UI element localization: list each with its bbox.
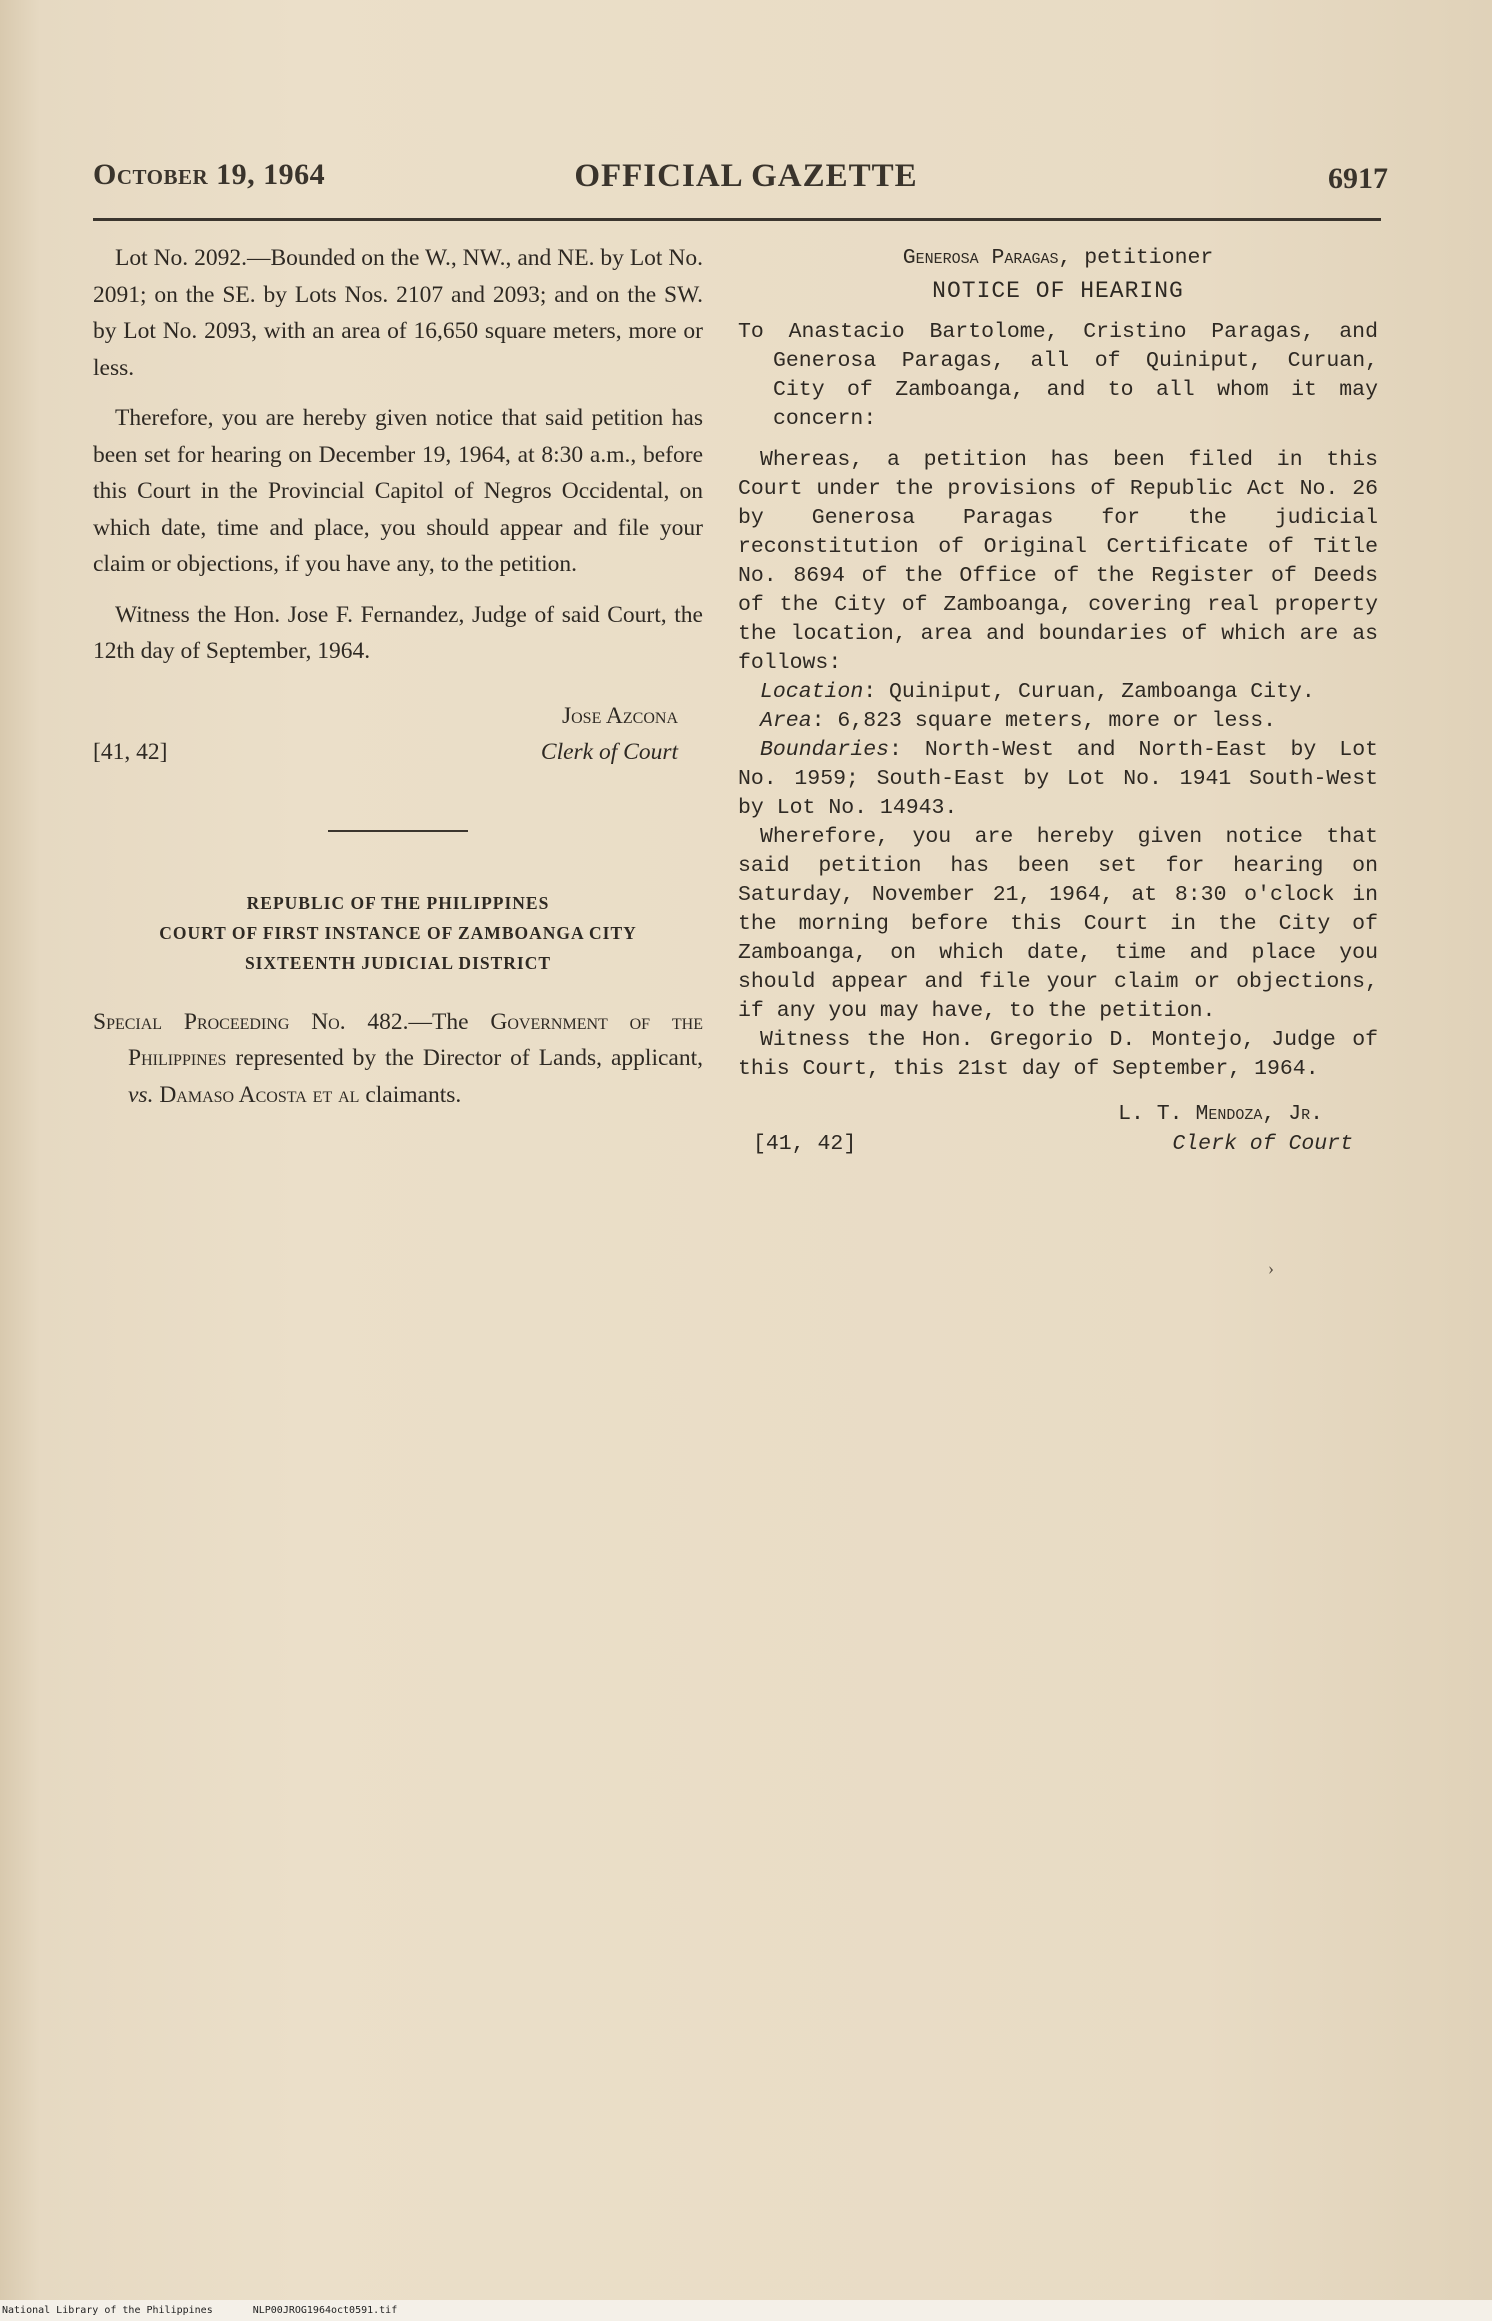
signature-title-right: Clerk of Court — [1172, 1132, 1353, 1156]
left-column — [93, 240, 703, 1127]
footer-filename: NLP00JROG1964oct0591.tif — [252, 2305, 398, 2316]
witness-paragraph-right: Witness the Hon. Gregorio D. Montejo, Judge of this Court, this 21st day of September, 1964. — [738, 1028, 1378, 1081]
petitioner-line — [738, 244, 1378, 273]
signature-block-right — [738, 1100, 1378, 1170]
issue-reference: [41, 42] — [93, 738, 168, 765]
versus: vs. — [128, 1081, 154, 1108]
boundaries-value: : North-West and North-East by Lot No. 1959; South-East by Lot No. 1941 South-West by Lot No. 14943. — [738, 738, 1378, 820]
boundaries-line — [738, 736, 1378, 823]
government-party: Government of the Philippines — [128, 1008, 703, 1071]
scan-footer — [0, 2300, 1492, 2321]
addressee-paragraph: To Anastacio Bartolome, Cristino Paragas, and Generosa Paragas, all of Quiniput, Curuan, City of Zamboanga, and to all whom it may concern: — [738, 320, 1378, 431]
signature-name: Jose Azcona — [561, 702, 678, 729]
notice-title: NOTICE OF HEARING — [932, 278, 1184, 304]
caption-text-2: claimants. — [359, 1081, 462, 1108]
caption-dash: —The — [408, 1008, 491, 1035]
location-value: : Quiniput, Curuan, Zamboanga City. — [863, 680, 1315, 704]
page-number: 6917 — [1328, 162, 1388, 195]
witness-paragraph: Witness the Hon. Jose F. Fernandez, Judge of said Court, the 12th day of September, 1964. — [93, 601, 703, 664]
signature-block — [93, 698, 703, 778]
header-rule — [93, 218, 1381, 221]
caption-text-1: represented by the Director of Lands, applicant, — [226, 1045, 703, 1071]
claimant-party: Damaso Acosta et al — [159, 1081, 360, 1108]
location-label: Location — [760, 680, 864, 704]
special-proceeding-caption — [93, 1004, 703, 1114]
footer-library: National Library of the Philippines — [2, 2305, 213, 2316]
special-proceeding-label: Special Proceeding No. 482. — [93, 1008, 409, 1035]
area-label: Area — [760, 709, 812, 733]
court-heading — [93, 888, 703, 978]
right-column — [738, 244, 1378, 1170]
area-value: : 6,823 square meters, more or less. — [811, 709, 1277, 733]
area-line — [738, 707, 1378, 736]
court-heading-line-2: COURT OF FIRST INSTANCE OF ZAMBOANGA CITY — [159, 922, 637, 943]
signature-title: Clerk of Court — [540, 738, 678, 765]
stray-mark: › — [1268, 1258, 1274, 1278]
petitioner-name: Generosa Paragas — [902, 246, 1059, 270]
petition-paragraph: Whereas, a petition has been filed in this Court under the provisions of Republic Act No. 26 by Generosa Paragas for the judicial reconstitution of Original Certificate of Title No. 8694 of the Office of the Register of Deeds of the City of Zamboanga, covering real property the location, area and boundaries of which are as follows: — [738, 448, 1378, 675]
boundaries-label: Boundaries — [760, 738, 890, 762]
section-divider — [328, 830, 468, 832]
petitioner-label: , petitioner — [1058, 246, 1214, 270]
header-title: OFFICIAL GAZETTE — [574, 158, 918, 194]
header-date: October 19, 1964 — [93, 158, 326, 191]
hearing-notice-paragraph: Therefore, you are hereby given notice that said petition has been set for hearing on December 19, 1964, at 8:30 a.m., before this Court in the Provincial Capitol of Negros Occidental, on which date, time and place, you should appear and file your claim or objections, if you have any, to the petition. — [93, 405, 703, 577]
location-line — [738, 678, 1378, 707]
court-heading-line-1: REPUBLIC OF THE PHILIPPINES — [246, 892, 550, 913]
lot-description-paragraph: Lot No. 2092.—Bounded on the W., NW., and NE. by Lot No. 2091; on the SE. by Lots Nos. 2107 and 2093; and on the SW. by Lot No. 2093, with an area of 16,650 square meters, more or less. — [93, 245, 703, 381]
signature-name-right: L. T. Mendoza, Jr. — [1118, 1102, 1323, 1126]
court-heading-line-3: SIXTEENTH JUDICIAL DISTRICT — [244, 952, 552, 973]
issue-reference-right: [41, 42] — [753, 1132, 857, 1156]
wherefore-paragraph: Wherefore, you are hereby given notice that said petition has been set for hearing on Saturday, November 21, 1964, at 8:30 o'clock in the morning before this Court in the City of Zamboanga, on which date, time and place you should appear and file your claim or objections, if any you may have, to the petition. — [738, 825, 1378, 1023]
